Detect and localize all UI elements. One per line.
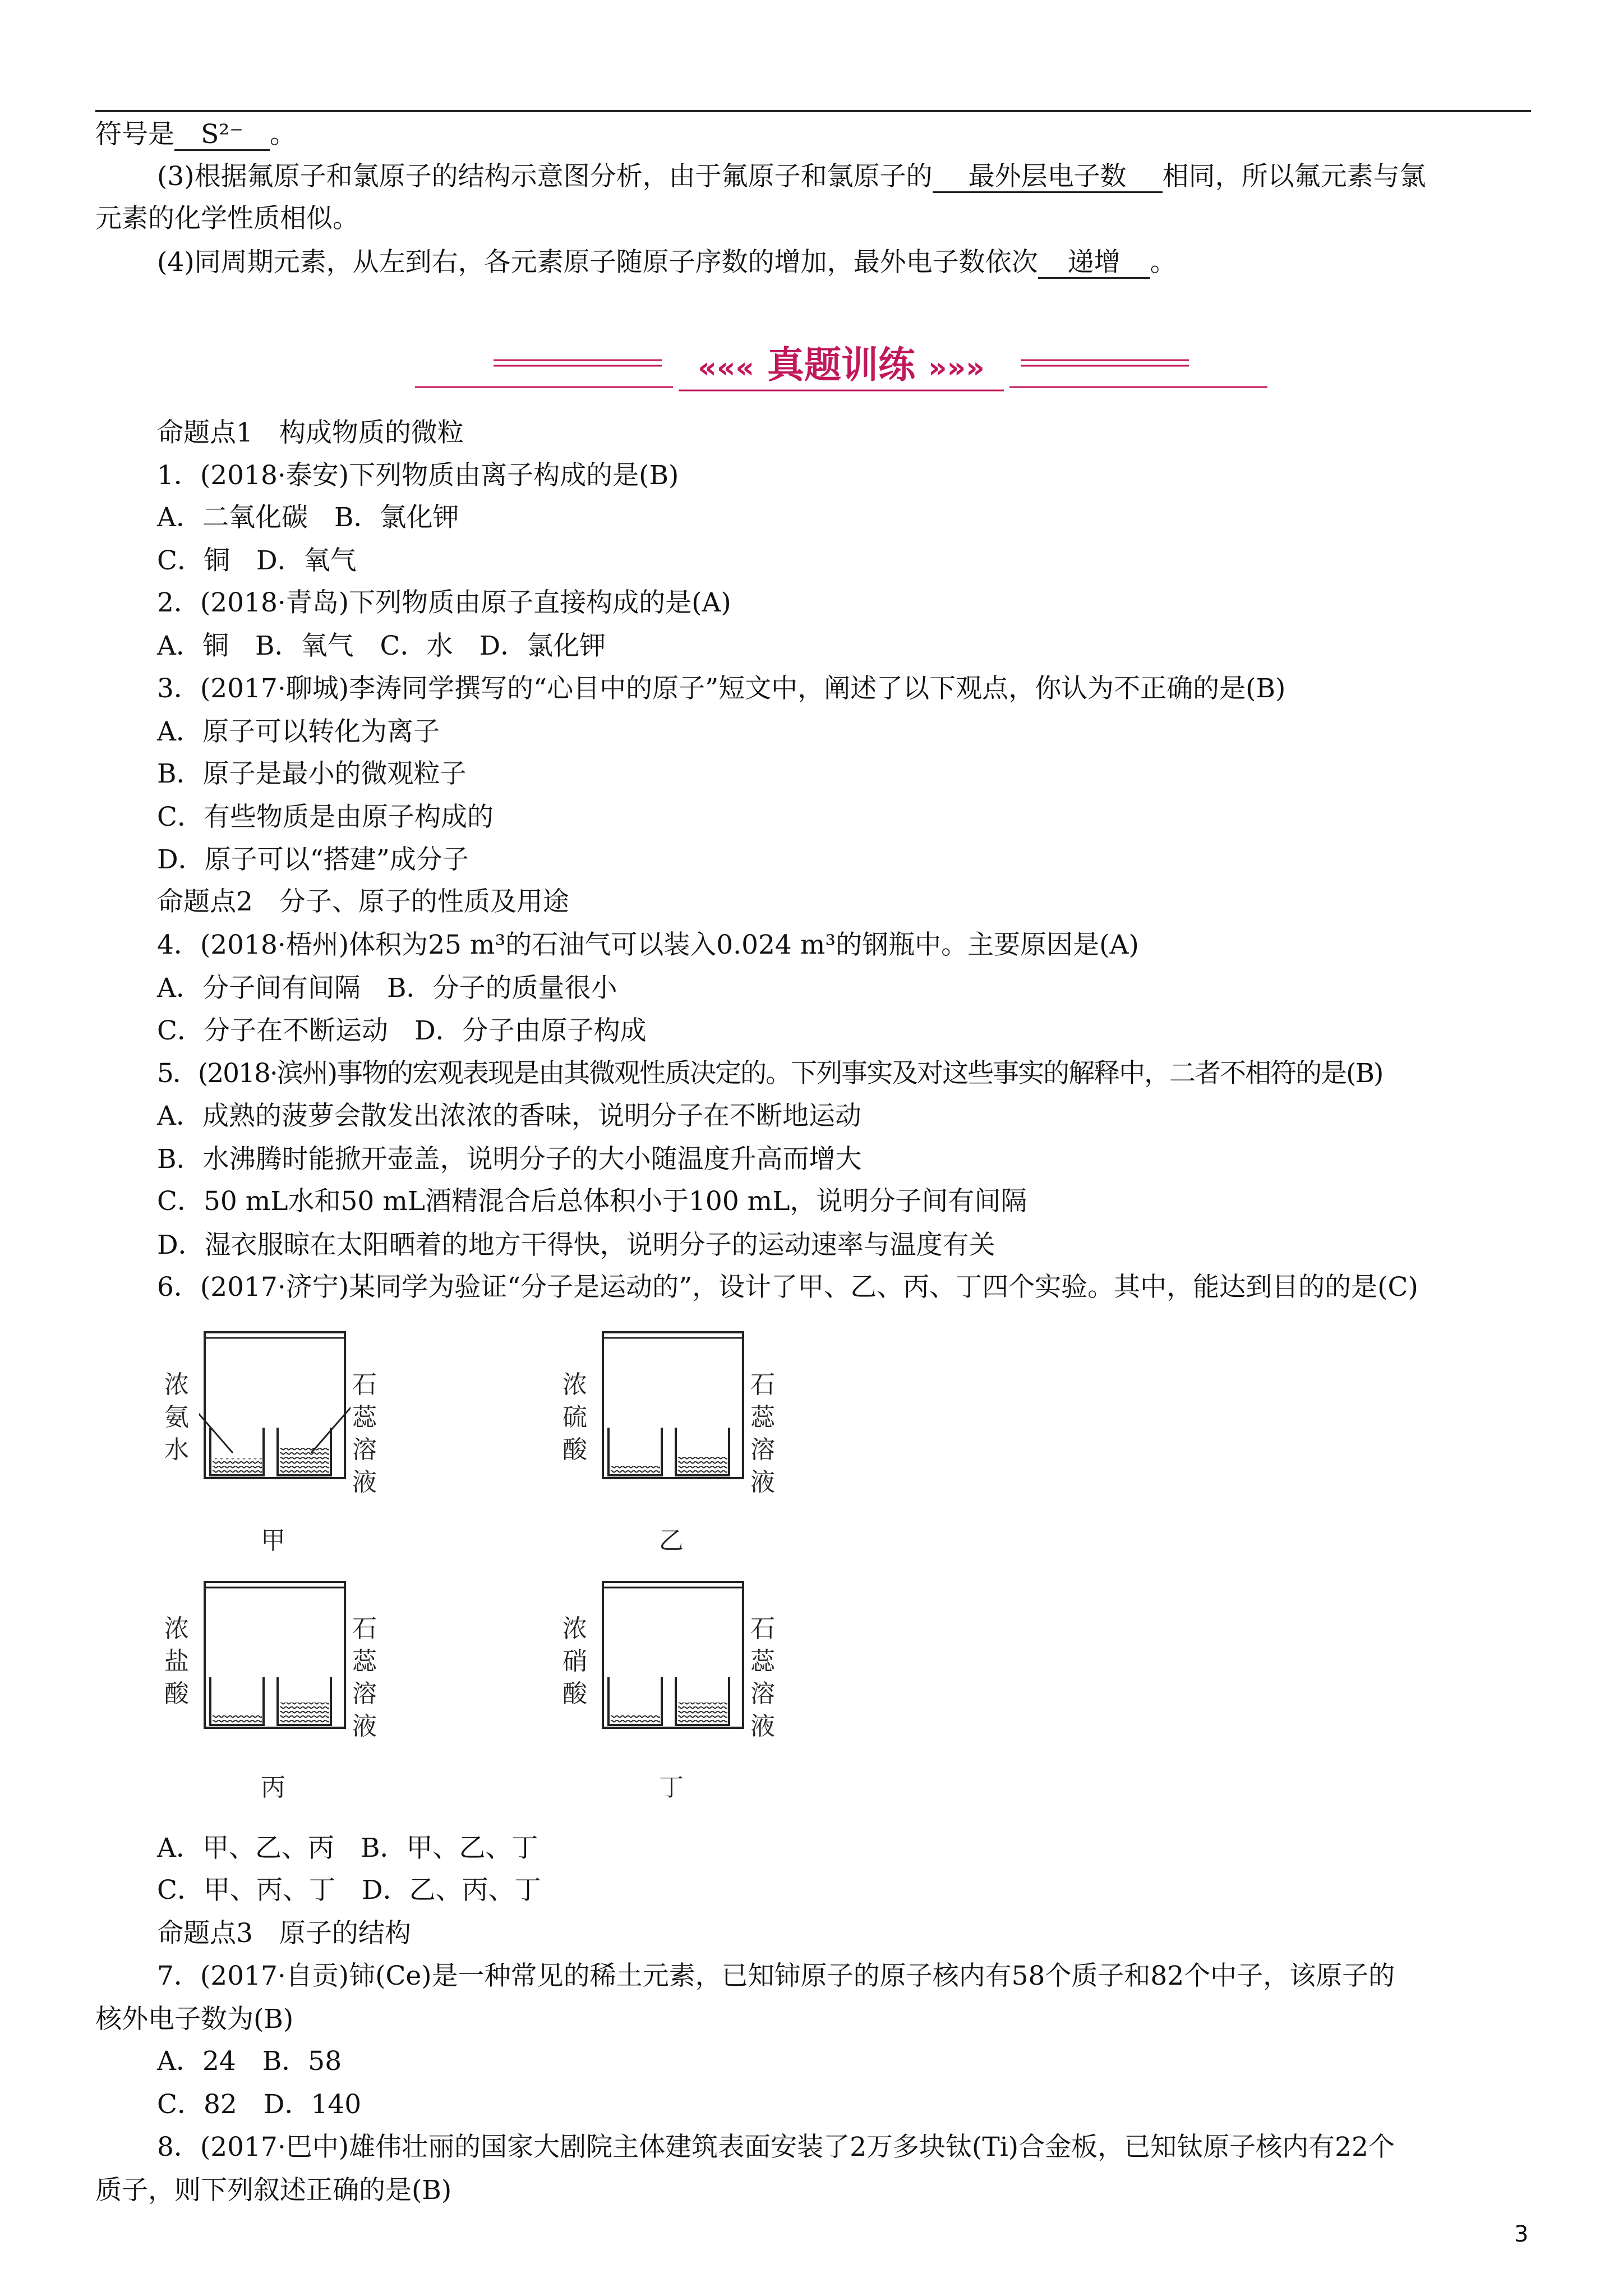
figure-caption: 丁	[659, 1773, 684, 1802]
option-line: C．82 D．140	[157, 2089, 362, 2120]
topic-heading-2: 命题点2 分子、原子的性质及用途	[157, 886, 569, 917]
answer-blank: 递增	[1038, 248, 1150, 279]
answer-blank: 最外层电子数	[933, 162, 1163, 193]
question-7: 7．(2017·自贡)铈(Ce)是一种常见的稀土元素，已知铈原子的原子核内有58个质子和82个中子，该原子的	[157, 1961, 1395, 1991]
option-line: B．原子是最小的微观粒子	[157, 758, 467, 789]
question-1: 1．(2018·泰安)下列物质由离子构成的是(B)	[157, 460, 679, 491]
left-chevrons: «««	[698, 351, 755, 385]
figure-caption: 乙	[659, 1526, 684, 1555]
topic-heading-3: 命题点3 原子的结构	[157, 1918, 411, 1949]
text: (3)根据氟原子和氯原子的结构示意图分析，由于氟原子和氯原子的	[157, 161, 933, 192]
page-number: 3	[1514, 2221, 1529, 2247]
figure-caption: 丙	[261, 1773, 285, 1802]
text-line-symbol	[95, 118, 296, 151]
beaker-apparatus-yi	[597, 1327, 749, 1484]
text-line-q3	[157, 160, 1426, 194]
header-rule	[95, 110, 1531, 112]
option-line: A．二氧化碳 B．氯化钾	[157, 502, 459, 533]
option-line: C．甲、丙、丁 D．乙、丙、丁	[157, 1875, 541, 1906]
text: (4)同周期元素，从左到右，各元素原子随原子序数的增加，最外电子数依次	[157, 247, 1038, 278]
question-3: 3．(2017·聊城)李涛同学撰写的“心目中的原子”短文中，阐述了以下观点，你认为不正确的是(B)	[157, 673, 1286, 704]
question-4: 4．(2018·梧州)体积为25 m³的石油气可以装入0.024 m³的钢瓶中。主要原因是(A)	[157, 930, 1139, 960]
figure-left-label: 浓 硝 酸	[562, 1614, 587, 1708]
figure-right-label: 石 蕊 溶 液	[352, 1614, 377, 1741]
figure-right-label: 石 蕊 溶 液	[352, 1370, 377, 1497]
beaker-apparatus-bing	[199, 1576, 351, 1733]
figure-left-label: 浓 硫 酸	[562, 1370, 587, 1464]
text: 相同，所以氟元素与氯	[1162, 161, 1426, 192]
question-8-cont: 质子，则下列叙述正确的是(B)	[95, 2175, 452, 2206]
section-title	[679, 339, 1004, 392]
text: 。	[1150, 247, 1177, 278]
text-line-q3-cont: 元素的化学性质相似。	[95, 203, 359, 234]
section-title-text: 真题训练	[767, 343, 915, 386]
question-7-cont: 核外电子数为(B)	[95, 2004, 294, 2035]
option-line: C．铜 D．氧气	[157, 545, 357, 576]
figure-caption: 甲	[261, 1526, 285, 1555]
option-line: C．50 mL水和50 mL酒精混合后总体积小于100 mL，说明分子间有间隔	[157, 1186, 1027, 1217]
figure-left-label: 浓 盐 酸	[164, 1614, 189, 1708]
beaker-apparatus-ding	[597, 1576, 749, 1733]
option-line: A．24 B．58	[157, 2046, 342, 2077]
option-line: A．原子可以转化为离子	[157, 716, 440, 747]
topic-heading-1: 命题点1 构成物质的微粒	[157, 417, 464, 448]
question-6: 6．(2017·济宁)某同学为验证“分子是运动的”，设计了甲、乙、丙、丁四个实验。其中，能达到目的的是(C)	[157, 1272, 1418, 1303]
text: 。	[270, 119, 296, 150]
figure-left-label: 浓 氨 水	[164, 1370, 189, 1464]
option-line: A．成熟的菠萝会散发出浓浓的香味，说明分子在不断地运动	[157, 1101, 861, 1131]
right-chevrons: »»»	[928, 351, 985, 385]
option-line: A．分子间有间隔 B．分子的质量很小	[157, 973, 617, 1004]
option-line: A．甲、乙、丙 B．甲、乙、丁	[157, 1833, 538, 1864]
figure-right-label: 石 蕊 溶 液	[750, 1370, 775, 1497]
text: 符号是	[95, 119, 174, 150]
question-8: 8．(2017·巴中)雄伟壮丽的国家大剧院主体建筑表面安装了2万多块钛(Ti)合金板，已知钛原子核内有22个	[157, 2132, 1395, 2162]
question-5: 5．(2018·滨州)事物的宏观表现是由其微观性质决定的。下列事实及对这些事实的解释中，二者不相符的是(B)	[157, 1058, 1383, 1089]
option-line: B．水沸腾时能掀开壶盖，说明分子的大小随温度升高而增大	[157, 1144, 862, 1175]
option-line: D．原子可以“搭建”成分子	[157, 844, 469, 875]
beaker-apparatus-jia	[199, 1327, 351, 1484]
figure-right-label: 石 蕊 溶 液	[750, 1614, 775, 1741]
option-line: C．分子在不断运动 D．分子由原子构成	[157, 1015, 647, 1046]
question-2: 2．(2018·青岛)下列物质由原子直接构成的是(A)	[157, 587, 731, 618]
option-line: A．铜 B．氧气 C．水 D．氯化钾	[157, 631, 606, 661]
answer-blank: S²⁻	[174, 120, 270, 151]
option-line: C．有些物质是由原子构成的	[157, 802, 494, 832]
text-line-q4	[157, 246, 1177, 279]
option-line: D．湿衣服晾在太阳晒着的地方干得快，说明分子的运动速率与温度有关	[157, 1230, 995, 1260]
